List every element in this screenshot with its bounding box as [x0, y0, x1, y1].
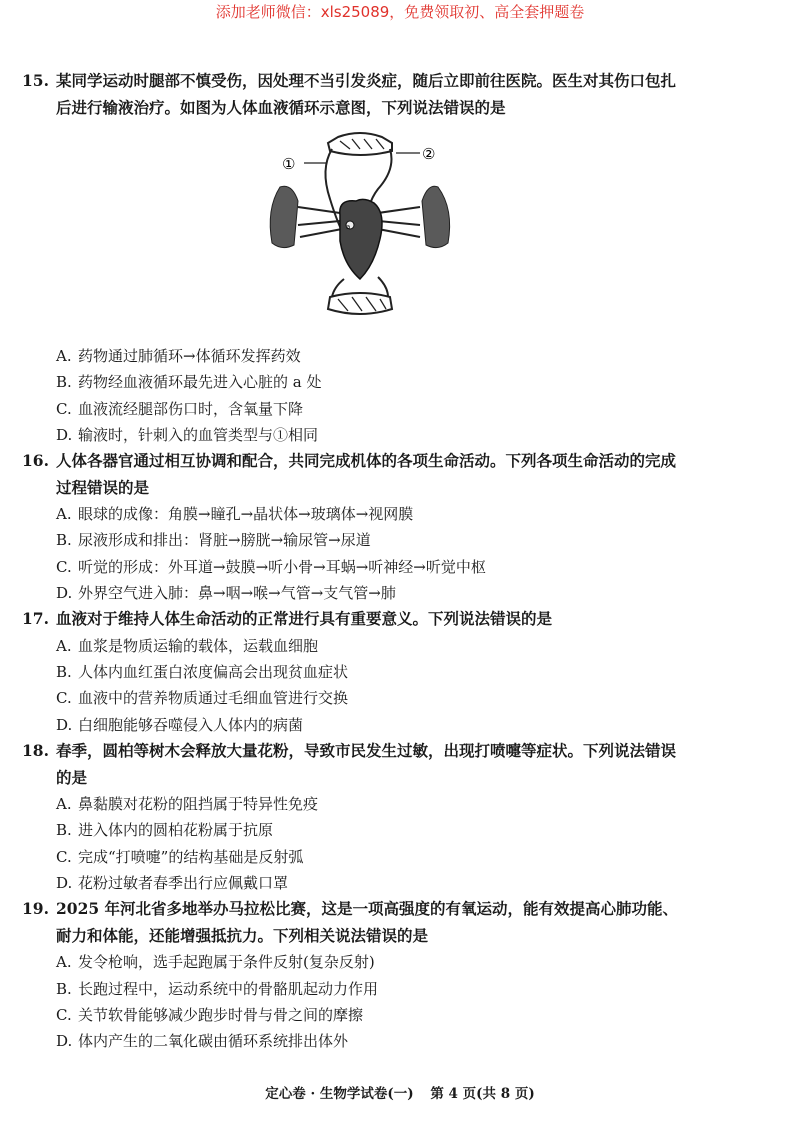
question-number: 17. [22, 609, 49, 629]
question-stem: 春季，圆柏等树木会释放大量花粉，导致市民发生过敏，出现打喷嚏等症状。下列说法错误的是 [56, 741, 677, 787]
option-a: A. 血浆是物质运输的载体，运载血细胞 [56, 636, 319, 655]
question-19 [22, 896, 682, 1054]
question-stem: 某同学运动时腿部不慎受伤，因处理不当引发炎症，随后立即前往医院。医生对其伤口包扎后进行输液治疗。如图为人体血液循环示意图，下列说法错误的是 [56, 71, 677, 117]
option-d: D. 白细胞能够吞噬侵入人体内的病菌 [56, 715, 304, 734]
blood-circulation-diagram [260, 129, 460, 329]
promo-header: 添加老师微信：xls25089，免费领取初、高全套押题卷 [215, 3, 585, 21]
option-a: A. 鼻黏膜对花粉的阻挡属于特异性免疫 [56, 795, 319, 814]
option-b: B. 人体内血红蛋白浓度偏高会出现贫血症状 [56, 663, 349, 682]
heart [340, 199, 382, 279]
upper-capillary-loop [328, 133, 392, 155]
option-d: D. 输液时，针刺入的血管类型与①相同 [56, 425, 319, 444]
option-b: B. 进入体内的圆柏花粉属于抗原 [56, 821, 274, 840]
footer-paper-title: 定心卷 · 生物学试卷(一) [265, 1086, 414, 1102]
option-d: D. 花粉过敏者春季出行应佩戴口罩 [56, 873, 289, 892]
option-c: C. 血液中的营养物质通过毛细血管进行交换 [56, 689, 349, 708]
label-a: a [346, 223, 351, 231]
option-c: C. 听觉的形成：外耳道→鼓膜→听小骨→耳蜗→听神经→听觉中枢 [56, 557, 486, 576]
question-number: 19. [22, 899, 49, 919]
page-footer [0, 1082, 800, 1102]
option-a: A. 眼球的成像：角膜→瞳孔→晶状体→玻璃体→视网膜 [56, 505, 414, 524]
question-15 [22, 68, 682, 448]
question-17 [22, 606, 682, 738]
option-b: B. 尿液形成和排出：肾脏→膀胱→输尿管→尿道 [56, 531, 371, 550]
question-stem: 人体各器官通过相互协调和配合，共同完成机体的各项生命活动。下列各项生命活动的完成过程错误的是 [56, 451, 677, 497]
left-lung [270, 186, 298, 247]
question-number: 15. [22, 71, 49, 90]
label-2: ② [422, 145, 436, 163]
option-b: B. 药物经血液循环最先进入心脏的 a 处 [56, 373, 322, 392]
question-list [22, 68, 682, 1054]
option-a: A. 药物通过肺循环→体循环发挥药效 [56, 347, 301, 365]
option-c: C. 关节软骨能够减少跑步时骨与骨之间的摩擦 [56, 1005, 364, 1024]
option-b: B. 长跑过程中，运动系统中的骨骼肌起动力作用 [56, 979, 379, 998]
question-16 [22, 448, 682, 606]
label-1: ① [282, 155, 296, 173]
question-stem: 2025 年河北省多地举办马拉松比赛，这是一项高强度的有氧运动，能有效提高心肺功能、耐力和体能，还能增强抵抗力。下列相关说法错误的是 [56, 899, 679, 945]
question-stem: 血液对于维持人体生命活动的正常进行具有重要意义。下列说法错误的是 [56, 609, 553, 629]
footer-page-number: 第 4 页(共 8 页) [430, 1086, 535, 1102]
right-lung [422, 186, 450, 247]
question-number: 16. [22, 451, 49, 471]
option-c: C. 血液流经腿部伤口时，含氧量下降 [56, 399, 304, 418]
question-number: 18. [22, 741, 49, 761]
option-d: D. 体内产生的二氧化碳由循环系统排出体外 [56, 1032, 349, 1051]
option-a: A. 发令枪响，选手起跑属于条件反射(复杂反射) [56, 953, 375, 972]
option-d: D. 外界空气进入肺：鼻→咽→喉→气管→支气管→肺 [56, 584, 396, 603]
question-18 [22, 738, 682, 896]
option-c: C. 完成“打喷嚏”的结构基础是反射弧 [56, 847, 304, 866]
